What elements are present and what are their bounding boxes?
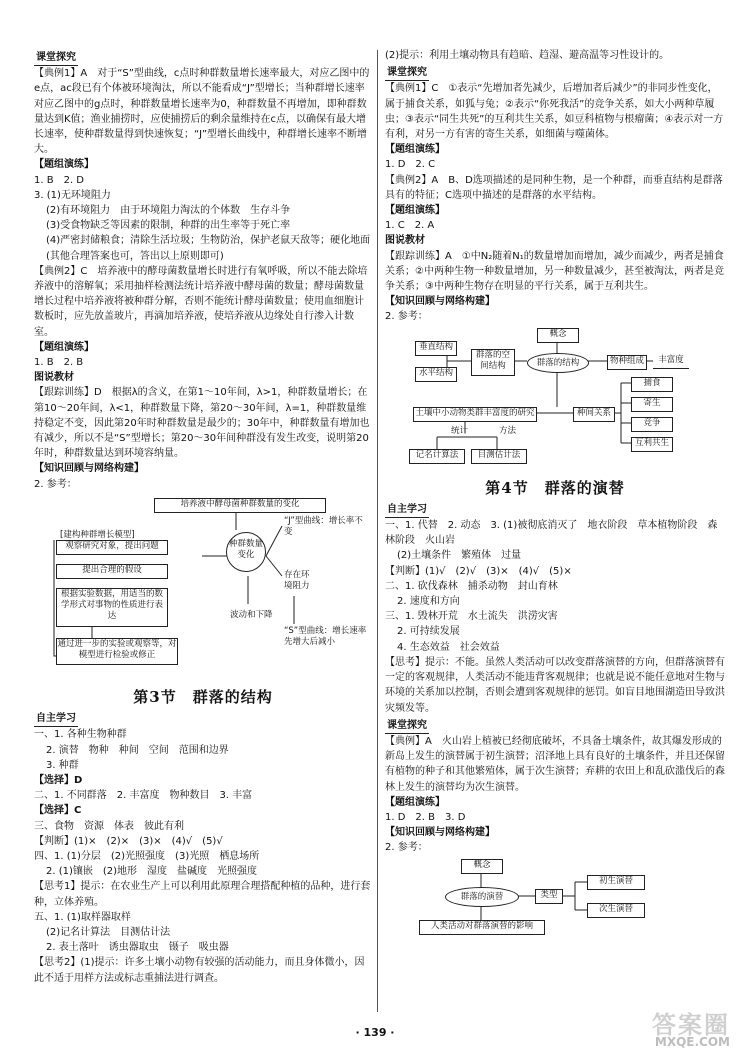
center-ellipse: 种群数量变化 xyxy=(226,532,266,572)
column-divider xyxy=(377,50,378,1012)
community-structure-diagram xyxy=(385,327,725,475)
j-curve-label: “J”型曲线：增长率不变 xyxy=(284,515,363,537)
answer-line: 1. D 2. C xyxy=(385,159,436,171)
self-study-heading: 自主学习 xyxy=(34,711,78,727)
answer-line: 二、1. 砍伐森林 捕杀动物 封山育林 xyxy=(385,580,558,592)
section-3-title: 第3节 群落的结构 xyxy=(133,687,273,706)
competition-box: 竞争 xyxy=(631,417,673,432)
example-succession: 【典例】A 火山岩上植被已经彻底破坏，不具备土壤条件，故其爆发形成的新岛上发生的演替属于初生演替；沼泽地上具有良好的土壤条件，并且还保留有植物的种子和其他繁殖体，属于次生演替；弃耕的农田上和乱砍滥伐后的森林上发生的演替均为次生演替。 xyxy=(385,735,725,793)
answer-line: 一、1. 代替 2. 动态 3. (1)被彻底消灭了 地衣阶段 草本植物阶段 森林阶段 火山岩 xyxy=(385,520,718,547)
species-composition-box: 物种组成 xyxy=(607,355,647,370)
answer-line: 三、1. 毁林开荒 水土流失 洪涝灾害 xyxy=(385,611,558,623)
step-box-3: 根据实验数据，用适当的数学形式对事物的性质进行表达 xyxy=(56,588,168,627)
answer-line: 4. 生态效益 社会效益 xyxy=(397,641,500,653)
reference-label: 2. 参考： xyxy=(385,842,428,854)
think-2: 【思考2】(1)提示：许多土壤小动物有较强的活动能力，而且身体微小，因此不适于用样方法或标志重捕法进行调查。 xyxy=(34,957,365,984)
soil-study-box: 土壤中小动物类群丰富度的研究 xyxy=(413,407,537,422)
review-heading: 【知识回顾与网络构建】 xyxy=(385,827,495,839)
page-number: · 139 · xyxy=(355,1026,395,1039)
choice-answer: 【选择】C xyxy=(34,805,82,817)
concept-box: 概念 xyxy=(461,859,503,874)
section-4-title: 第4节 群落的演替 xyxy=(485,478,625,497)
exercise-heading: 【题组演练】 xyxy=(34,341,94,353)
step-box-2: 提出合理的假设 xyxy=(56,564,168,579)
spatial-structure-box: 群落的空间结构 xyxy=(471,349,515,376)
mutualism-box: 互利共生 xyxy=(631,437,673,452)
method-box-1: 记名计算法 xyxy=(409,449,465,464)
answer-line: 2. 演替 物种 种间 空间 范围和边界 xyxy=(46,744,229,756)
answer-line: (2)土壤条件 繁殖体 过量 xyxy=(397,550,522,562)
answer-line: 三、食物 资源 体表 彼此有利 xyxy=(34,820,184,832)
answer-line: (2)有环境阻力 由于环境阻力淘汰的个体数 生存斗争 xyxy=(46,205,291,217)
answer-line: 2. 可持续发展 xyxy=(397,626,460,638)
section-heading: 课堂探究 xyxy=(34,50,78,66)
exercise-heading: 【题组演练】 xyxy=(385,205,445,217)
reference-label: 2. 参考： xyxy=(385,311,428,323)
watermark-logo: 答案圈 xyxy=(652,1011,730,1039)
example-1: 【典例1】A 对于“S”型曲线，c点时种群数量增长速率最大，对应乙图中的e点，ac段已有个体被环境淘汰，所以不能看成“J”型增长；当种群增长速率对应乙图中的g点时，种群数量增长速率为0，种群数量不再增加，即种群数量达到K值；渔业捕捞时，应使捕捞后的剩余量维持在c点，以确保有最大增长速率，使种群数量得到快速恢复；“J”型增长曲线中，种群增长速率不断增大。 xyxy=(34,68,370,156)
answer-line: 1. B 2. B xyxy=(34,357,84,369)
succession-diagram xyxy=(385,858,725,938)
answer-line: (2)记名计算法 目测估计法 xyxy=(46,926,171,938)
answer-line: 2. 表土落叶 诱虫器取虫 镊子 吸虫器 xyxy=(46,942,229,954)
tracking-exercise: 【跟踪训练】D 根据λ的含义，在第1～10年间，λ>1，种群数量增长；在第10～20年间，λ<1，种群数量下降，第20～30年间，λ=1，种群数量维持稳定不变，因此第20年时种群数量是最少的；30年中，种群数量有增加也有减少，所以不是“S”型增长；第20～30年间种群没有发生改变，说明第20年时，种群数量达到环境容纳量。 xyxy=(34,387,370,460)
example-2: 【典例2】C 培养液中的酵母菌数量增长时进行有氧呼吸，所以不能去除培养液中的溶解氧；采用抽样检测法统计培养液中酵母菌的数量；酵母菌数量增长过程中培养液将被种群分解，否则不能统计酵母菌数量；使用血细胞计数板时，应先放盖玻片，再滴加培养液，使培养液从边缘处自行渗入计数室。 xyxy=(34,265,368,338)
answer-line: 3. (1)无环境阻力 xyxy=(34,189,111,201)
answer-line: 1. B 2. D xyxy=(34,174,84,186)
choice-answer: 【选择】D xyxy=(34,774,83,786)
section-heading: 课堂探究 xyxy=(385,65,429,81)
parasitism-box: 寄生 xyxy=(631,397,673,412)
model-label: [建构种群增长模型] xyxy=(60,529,135,540)
example-2: 【典例2】A B、D选项描述的是同种生物，是一个种群，而垂直结构是群落具有的特征；C选项中描述的是群落的水平结构。 xyxy=(385,174,723,201)
hint-line: (2)提示：利用土壤动物具有趋暗、趋湿、避高温等习性设计的。 xyxy=(385,50,670,61)
think-1: 【思考1】提示：在农业生产上可以利用此原理合理搭配种植的品种，进行套种，立体养殖。 xyxy=(34,881,371,908)
succession-ellipse: 群落的演替 xyxy=(445,887,519,907)
fluctuation-label: 波动和下降 xyxy=(230,609,273,620)
yeast-population-diagram xyxy=(34,496,372,684)
think-hint: 【思考】提示：不能。虽然人类活动可以改变群落演替的方向，但群落演替有一定的客观规律，人类活动不能违背客观规律；也就是说不能任意地对生物与环境的关系加以控制，否则会遭到客观规律的惩罚。如盲目地围湖造田导致洪灾频发等。 xyxy=(385,656,725,714)
figure-heading: 图说教材 xyxy=(385,235,425,247)
method-label: 方法 xyxy=(499,425,517,436)
secondary-succession-box: 次生演替 xyxy=(587,903,645,918)
answer-line: 五、1. (1)取样器取样 xyxy=(34,911,131,923)
answer-line: 2. (1)镶嵌 (2)地形 湿度 盐碱度 光照强度 xyxy=(46,866,258,878)
judgement-answer: 【判断】(1)× (2)× (3)× (4)√ (5)√ xyxy=(34,835,223,847)
answer-line: (3)受食物缺乏等因素的限制，种群的出生率等于死亡率 xyxy=(46,220,291,232)
richness-label: 丰富度 xyxy=(653,355,689,369)
answer-line: (4)严密封储粮食；清除生活垃圾；生物防治，保护老鼠天敌等；硬化地面(其他合理答案也可，答出以上原则即可) xyxy=(46,235,371,262)
answer-line: 一、1. 各种生物种群 xyxy=(34,729,127,741)
community-structure-ellipse: 群落的结构 xyxy=(527,353,589,373)
review-heading: 【知识回顾与网络构建】 xyxy=(385,296,495,308)
watermark-url: MXQE.COM xyxy=(654,1035,730,1049)
s-curve-label: “S”型曲线：增长速率先增大后减小 xyxy=(284,625,367,647)
figure-heading: 图说教材 xyxy=(34,372,74,384)
left-column xyxy=(34,48,372,986)
interspecific-relation-box: 种间关系 xyxy=(573,407,615,422)
diagram-title-box: 培养液中酵母菌种群数量的变化 xyxy=(154,498,326,513)
tracking-exercise: 【跟踪训练】A ①中N₂随着N₁的数量增加而增加，减少而减少，两者是捕食关系；②中两种生物一种数量增加，另一种数量减少，甚至被淘汰，两者是竞争关系；③中两种生物存在明显的平行关系，属于互利共生。 xyxy=(385,250,724,293)
type-box: 类型 xyxy=(535,889,563,904)
human-impact-box: 人类活动对群落演替的影响 xyxy=(419,920,545,935)
concept-box: 概念 xyxy=(537,328,579,343)
exercise-heading: 【题组演练】 xyxy=(385,144,445,156)
statistics-label: 统计 xyxy=(451,425,469,436)
right-column xyxy=(385,48,725,938)
self-study-heading: 自主学习 xyxy=(385,502,429,518)
answer-line: 1. D 2. B 3. D xyxy=(385,811,466,823)
step-box-1: 观察研究对象，提出问题 xyxy=(56,540,168,555)
primary-succession-box: 初生演替 xyxy=(587,875,645,890)
predation-box: 捕食 xyxy=(631,377,673,392)
example-1: 【典例1】C ①表示“先增加者先减少，后增加者后减少”的非同步性变化，属于捕食关系，如狐与兔；②表示“你死我活”的竞争关系，如大小两种草履虫；③表示“同生共死”的互利共生关系，如豆科植物与根瘤菌；④表示对一方有利，对另一方有害的寄生关系，如细菌与噬菌体。 xyxy=(385,83,724,141)
vertical-structure-box: 垂直结构 xyxy=(415,341,457,356)
exercise-heading: 【题组演练】 xyxy=(385,796,445,808)
horizontal-structure-box: 水平结构 xyxy=(415,367,457,382)
step-box-4: 通过进一步的实验或观察等，对模型进行检验或修正 xyxy=(56,638,178,665)
answer-line: 1. C 2. A xyxy=(385,220,435,232)
answer-line: 四、1. (1)分层 (2)光照强度 (3)光照 栖息场所 xyxy=(34,850,260,862)
answer-line: 二、1. 不同群落 2. 丰富度 物种数目 3. 丰富 xyxy=(34,790,253,802)
review-heading: 【知识回顾与网络构建】 xyxy=(34,463,144,475)
answer-line: 3. 种群 xyxy=(46,759,79,771)
answer-line: 2. 速度和方向 xyxy=(397,596,460,608)
judgement-answer: 【判断】(1)√ (2)√ (3)× (4)√ (5)× xyxy=(385,565,572,577)
exercise-heading: 【题组演练】 xyxy=(34,159,94,171)
reference-label: 2. 参考： xyxy=(34,478,77,490)
env-resistance-label: 存在环境阻力 xyxy=(284,569,310,591)
method-box-2: 目测估计法 xyxy=(471,449,527,464)
section-heading: 课堂探究 xyxy=(385,718,429,734)
